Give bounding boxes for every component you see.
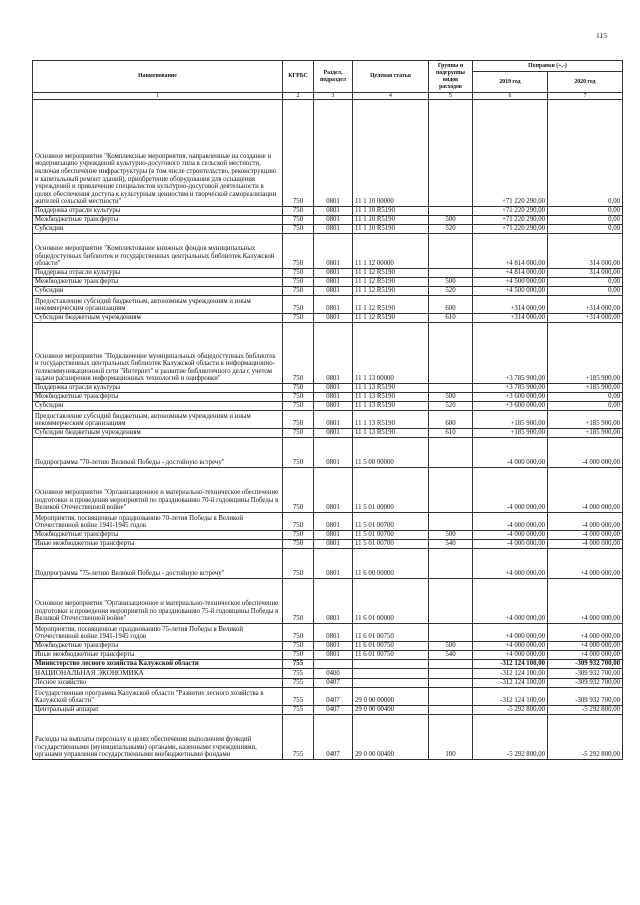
- cell-v2019: +185 900,00: [473, 429, 548, 438]
- cell-v2020: +4 000 000,00: [548, 642, 623, 651]
- cell-name: Субсидии: [33, 402, 283, 411]
- cell-group: [429, 323, 473, 384]
- header-group: Группы и подгруппы видов расходов: [429, 61, 473, 93]
- cell-article: 11 1 12 R5190: [353, 278, 429, 287]
- cell-v2020: -4 000 000,00: [548, 438, 623, 468]
- cell-v2020: 0,00: [548, 100, 623, 207]
- cell-v2020: -309 932 700,00: [548, 688, 623, 706]
- cell-name: Основное мероприятие "Организационное и материально-техническое обеспечение подготовки и проведения мероприятий по празднованию 75-й годовщины Победы в Великой Отечественной войне": [33, 579, 283, 624]
- cell-kgrbs: 750: [283, 531, 314, 540]
- cell-v2020: +4 000 000,00: [548, 624, 623, 642]
- cell-name: Предоставление субсидий бюджетным, автономным учреждениям и иным некоммерческим организациям: [33, 296, 283, 314]
- cell-section: 0801: [314, 651, 353, 660]
- cell-kgrbs: 750: [283, 234, 314, 269]
- table-row: [33, 100, 623, 207]
- cell-section: 0801: [314, 429, 353, 438]
- cell-name: Межбюджетные трансферты: [33, 393, 283, 402]
- cell-name: Межбюджетные трансферты: [33, 642, 283, 651]
- table-body: [33, 100, 623, 760]
- cell-kgrbs: 750: [283, 411, 314, 429]
- cell-v2020: -309 932 700,00: [548, 660, 623, 669]
- cell-v2019: +3 600 000,00: [473, 402, 548, 411]
- cell-article: [353, 660, 429, 669]
- cell-kgrbs: 755: [283, 660, 314, 669]
- cell-v2020: 0,00: [548, 207, 623, 216]
- cell-group: [429, 513, 473, 531]
- cell-v2019: +71 220 290,00: [473, 100, 548, 207]
- cell-section: 0801: [314, 269, 353, 278]
- cell-name: Поддержка отрасли культуры: [33, 207, 283, 216]
- cell-group: [429, 468, 473, 513]
- cell-section: 0407: [314, 706, 353, 715]
- cell-kgrbs: 750: [283, 549, 314, 579]
- table-row: [33, 287, 623, 296]
- cell-article: 11 1 10 R5190: [353, 225, 429, 234]
- cell-v2020: -5 292 800,00: [548, 706, 623, 715]
- cell-v2019: -312 124 100,00: [473, 688, 548, 706]
- cell-group: 520: [429, 225, 473, 234]
- cell-kgrbs: 750: [283, 651, 314, 660]
- header-article: Целевая статья: [353, 61, 429, 93]
- cell-article: 11 1 12 R5190: [353, 314, 429, 323]
- cell-article: 11 1 13 R5190: [353, 411, 429, 429]
- cell-v2020: 0,00: [548, 216, 623, 225]
- cell-article: 11 1 12 R5190: [353, 296, 429, 314]
- cell-article: 29 0 00 00400: [353, 706, 429, 715]
- cell-v2019: -4 000 000,00: [473, 513, 548, 531]
- column-number: 5: [429, 93, 473, 100]
- cell-v2019: +4 000 000,00: [473, 549, 548, 579]
- cell-name: Мероприятия, посвященные празднованию 75-летия Победы в Великой Отечественной войне 1941-1945 годов: [33, 624, 283, 642]
- cell-v2019: +71 220 290,00: [473, 216, 548, 225]
- cell-article: 11 1 10 R5190: [353, 216, 429, 225]
- cell-name: Основное мероприятие "Подключение муниципальных общедоступных библиотек и государственных центральных библиотек Калужской области к информационно-телекоммуникационной сети "Интернет" и развитие библиотечного дела с учетом задачи расширения информационных технологий и оцифровки": [33, 323, 283, 384]
- cell-kgrbs: 750: [283, 513, 314, 531]
- cell-v2019: -5 292 800,00: [473, 715, 548, 760]
- cell-group: 540: [429, 651, 473, 660]
- cell-section: 0801: [314, 411, 353, 429]
- cell-group: 520: [429, 402, 473, 411]
- table-row: [33, 679, 623, 688]
- table-row: [33, 314, 623, 323]
- cell-name: Субсидии: [33, 225, 283, 234]
- cell-v2019: +314 000,00: [473, 296, 548, 314]
- cell-v2019: -312 124 100,00: [473, 669, 548, 679]
- header-section: Раздел, подраздел: [314, 61, 353, 93]
- cell-group: 500: [429, 642, 473, 651]
- table-row: [33, 540, 623, 549]
- cell-kgrbs: 750: [283, 278, 314, 287]
- cell-group: [429, 234, 473, 269]
- cell-group: 500: [429, 393, 473, 402]
- cell-section: 0801: [314, 624, 353, 642]
- cell-section: 0801: [314, 393, 353, 402]
- cell-article: 11 1 12 R5190: [353, 269, 429, 278]
- table-row: [33, 429, 623, 438]
- cell-article: 11 5 00 00000: [353, 438, 429, 468]
- cell-article: 11 5 01 00700: [353, 513, 429, 531]
- cell-kgrbs: 750: [283, 207, 314, 216]
- cell-v2020: -4 000 000,00: [548, 468, 623, 513]
- column-number-row: [33, 93, 623, 100]
- cell-article: 11 1 10 R5190: [353, 207, 429, 216]
- cell-section: 0801: [314, 642, 353, 651]
- table-row: [33, 384, 623, 393]
- cell-v2020: +185 900,00: [548, 384, 623, 393]
- cell-section: 0407: [314, 715, 353, 760]
- cell-article: 29 0 00 00400: [353, 715, 429, 760]
- cell-name: Межбюджетные трансферты: [33, 531, 283, 540]
- cell-v2020: 0,00: [548, 402, 623, 411]
- cell-name: Иные межбюджетные трансферты: [33, 651, 283, 660]
- cell-article: [353, 669, 429, 679]
- cell-article: 11 1 13 R5190: [353, 429, 429, 438]
- table-row: [33, 513, 623, 531]
- cell-kgrbs: 750: [283, 269, 314, 278]
- page-number: 115: [596, 31, 607, 40]
- cell-v2020: +4 000 000,00: [548, 651, 623, 660]
- cell-v2020: 314 000,00: [548, 269, 623, 278]
- table-row: [33, 660, 623, 669]
- cell-group: [429, 100, 473, 207]
- column-number: 1: [33, 93, 283, 100]
- table-row: [33, 669, 623, 679]
- cell-v2019: +4 500 000,00: [473, 287, 548, 296]
- cell-name: Поддержка отрасли культуры: [33, 269, 283, 278]
- cell-article: 11 1 10 00000: [353, 100, 429, 207]
- cell-v2019: +4 814 000,00: [473, 269, 548, 278]
- table-row: [33, 549, 623, 579]
- cell-v2019: +314 000,00: [473, 314, 548, 323]
- cell-v2020: 0,00: [548, 278, 623, 287]
- cell-v2019: +4 814 000,00: [473, 234, 548, 269]
- cell-article: 11 6 01 00750: [353, 624, 429, 642]
- cell-article: 11 1 13 R5190: [353, 402, 429, 411]
- cell-kgrbs: 750: [283, 624, 314, 642]
- cell-group: 500: [429, 531, 473, 540]
- cell-article: 11 5 01 00700: [353, 531, 429, 540]
- cell-group: 600: [429, 296, 473, 314]
- cell-group: [429, 579, 473, 624]
- cell-v2020: +185 900,00: [548, 411, 623, 429]
- cell-section: 0801: [314, 468, 353, 513]
- cell-kgrbs: 750: [283, 100, 314, 207]
- cell-group: 500: [429, 216, 473, 225]
- cell-section: 0801: [314, 531, 353, 540]
- cell-name: Субсидии бюджетным учреждениям: [33, 314, 283, 323]
- header-kgrbs: КГРБС: [283, 61, 314, 93]
- cell-name: Иные межбюджетные трансферты: [33, 540, 283, 549]
- cell-v2019: +185 900,00: [473, 411, 548, 429]
- cell-article: 29 0 00 00000: [353, 688, 429, 706]
- cell-name: Поддержка отрасли культуры: [33, 384, 283, 393]
- cell-kgrbs: 755: [283, 688, 314, 706]
- cell-section: 0407: [314, 688, 353, 706]
- cell-v2019: +3 785 900,00: [473, 323, 548, 384]
- table-row: [33, 269, 623, 278]
- cell-v2019: +4 000 000,00: [473, 624, 548, 642]
- cell-kgrbs: 750: [283, 314, 314, 323]
- table-row: [33, 234, 623, 269]
- cell-v2020: -4 000 000,00: [548, 513, 623, 531]
- cell-name: Субсидии: [33, 287, 283, 296]
- cell-group: [429, 438, 473, 468]
- cell-section: 0801: [314, 216, 353, 225]
- cell-kgrbs: 755: [283, 669, 314, 679]
- cell-group: [429, 384, 473, 393]
- cell-name: Подпрограмма "70-летию Великой Победы - достойную встречу": [33, 438, 283, 468]
- cell-name: Межбюджетные трансферты: [33, 278, 283, 287]
- cell-kgrbs: 750: [283, 393, 314, 402]
- cell-group: [429, 679, 473, 688]
- table-row: [33, 642, 623, 651]
- cell-name: Субсидии бюджетным учреждениям: [33, 429, 283, 438]
- column-number: 6: [473, 93, 548, 100]
- cell-article: 11 6 01 00750: [353, 651, 429, 660]
- header-name: Наименование: [33, 61, 283, 93]
- cell-v2020: +185 900,00: [548, 323, 623, 384]
- header-amendments: Поправки (+,-): [473, 61, 623, 72]
- cell-group: [429, 207, 473, 216]
- cell-kgrbs: 750: [283, 216, 314, 225]
- cell-name: Мероприятия, посвященные празднованию 70-летия Победы в Великой Отечественной войне 1941-1945 годов: [33, 513, 283, 531]
- table-row: [33, 624, 623, 642]
- cell-section: 0801: [314, 438, 353, 468]
- cell-section: 0801: [314, 513, 353, 531]
- cell-group: [429, 549, 473, 579]
- cell-v2020: -309 932 700,00: [548, 669, 623, 679]
- cell-group: 500: [429, 278, 473, 287]
- cell-v2020: +314 000,00: [548, 296, 623, 314]
- cell-section: 0400: [314, 669, 353, 679]
- cell-name: Основное мероприятие "Комплектование книжных фондов муниципальных общедоступных библиотек и государственных центральных библиотек Калужской области": [33, 234, 283, 269]
- table-row: [33, 411, 623, 429]
- cell-v2020: -4 000 000,00: [548, 531, 623, 540]
- cell-section: 0407: [314, 679, 353, 688]
- cell-name: Основное мероприятие "Комплексные мероприятия, направленные на создание и модернизацию учреждений культурно-досугового типа в сельской местности, включая обеспечение инфраструктуры (в том числе строительство, реконструкцию и капитальный ремонт зданий), приобретение оборудования для оснащения учреждений и привлечение специалистов культурно-досуговой деятельности в целях обеспечения доступа к культурным ценностям и творческой самореализации жителей сельской местности": [33, 100, 283, 207]
- cell-v2019: +4 000 000,00: [473, 651, 548, 660]
- cell-kgrbs: 750: [283, 287, 314, 296]
- cell-section: [314, 660, 353, 669]
- cell-kgrbs: 750: [283, 579, 314, 624]
- cell-kgrbs: 750: [283, 468, 314, 513]
- cell-name: Межбюджетные трансферты: [33, 216, 283, 225]
- cell-section: 0801: [314, 540, 353, 549]
- cell-article: 11 6 01 00000: [353, 579, 429, 624]
- cell-article: 11 1 12 00000: [353, 234, 429, 269]
- cell-article: 11 5 01 00000: [353, 468, 429, 513]
- cell-v2020: -4 000 000,00: [548, 540, 623, 549]
- column-number: 4: [353, 93, 429, 100]
- cell-v2020: -5 292 800,00: [548, 715, 623, 760]
- cell-kgrbs: 755: [283, 706, 314, 715]
- cell-v2019: +4 500 000,00: [473, 278, 548, 287]
- table-row: [33, 225, 623, 234]
- cell-kgrbs: 750: [283, 323, 314, 384]
- cell-kgrbs: 750: [283, 384, 314, 393]
- table-row: [33, 579, 623, 624]
- cell-section: 0801: [314, 296, 353, 314]
- cell-v2019: +3 785 900,00: [473, 384, 548, 393]
- cell-name: Расходы на выплаты персоналу в целях обеспечения выполнения функций государственными (муниципальными) органами, казенными учреждениями, органами управления государственными внебюджетными фондами: [33, 715, 283, 760]
- cell-group: [429, 660, 473, 669]
- column-number: 7: [548, 93, 623, 100]
- cell-group: 600: [429, 411, 473, 429]
- cell-group: [429, 624, 473, 642]
- cell-group: [429, 706, 473, 715]
- cell-article: 11 1 13 R5190: [353, 384, 429, 393]
- cell-v2019: +71 220 290,00: [473, 225, 548, 234]
- cell-v2019: +4 000 000,00: [473, 579, 548, 624]
- table-row: [33, 402, 623, 411]
- cell-article: 11 1 13 R5190: [353, 393, 429, 402]
- cell-kgrbs: 755: [283, 679, 314, 688]
- table-row: [33, 393, 623, 402]
- table-row: [33, 216, 623, 225]
- cell-group: 540: [429, 540, 473, 549]
- cell-name: Министерство лесного хозяйства Калужской области: [33, 660, 283, 669]
- cell-section: 0801: [314, 323, 353, 384]
- cell-section: 0801: [314, 384, 353, 393]
- table-row: [33, 706, 623, 715]
- table-row: [33, 531, 623, 540]
- cell-article: 11 1 13 00000: [353, 323, 429, 384]
- cell-name: Подпрограмма "75-летию Великой Победы - достойную встречу": [33, 549, 283, 579]
- cell-v2020: 0,00: [548, 393, 623, 402]
- header-year-2019: 2019 год: [473, 72, 548, 93]
- cell-v2019: +71 220 290,00: [473, 207, 548, 216]
- cell-article: [353, 679, 429, 688]
- cell-v2019: -4 000 000,00: [473, 531, 548, 540]
- cell-v2019: -4 000 000,00: [473, 438, 548, 468]
- cell-kgrbs: 750: [283, 402, 314, 411]
- cell-section: 0801: [314, 402, 353, 411]
- table-row: [33, 438, 623, 468]
- cell-article: 11 5 01 00700: [353, 540, 429, 549]
- cell-v2020: +4 000 000,00: [548, 549, 623, 579]
- cell-article: 11 6 01 00750: [353, 642, 429, 651]
- cell-kgrbs: 750: [283, 225, 314, 234]
- cell-kgrbs: 750: [283, 540, 314, 549]
- table-row: [33, 651, 623, 660]
- table-row: [33, 688, 623, 706]
- cell-group: [429, 669, 473, 679]
- cell-name: Предоставление субсидий бюджетным, автономным учреждениям и иным некоммерческим организациям: [33, 411, 283, 429]
- cell-v2019: +4 000 000,00: [473, 642, 548, 651]
- cell-v2020: 0,00: [548, 225, 623, 234]
- cell-group: 100: [429, 715, 473, 760]
- cell-name: Лесное хозяйство: [33, 679, 283, 688]
- cell-v2019: -312 124 100,00: [473, 660, 548, 669]
- column-number: 3: [314, 93, 353, 100]
- budget-amendments-table: [32, 60, 623, 760]
- cell-v2020: 314 000,00: [548, 234, 623, 269]
- cell-v2020: 0,00: [548, 287, 623, 296]
- cell-name: НАЦИОНАЛЬНАЯ ЭКОНОМИКА: [33, 669, 283, 679]
- column-number: 2: [283, 93, 314, 100]
- cell-group: [429, 269, 473, 278]
- cell-section: 0801: [314, 278, 353, 287]
- cell-v2019: -4 000 000,00: [473, 468, 548, 513]
- cell-kgrbs: 750: [283, 296, 314, 314]
- cell-group: 610: [429, 314, 473, 323]
- cell-v2020: +185 900,00: [548, 429, 623, 438]
- cell-v2020: +314 000,00: [548, 314, 623, 323]
- cell-kgrbs: 750: [283, 642, 314, 651]
- cell-kgrbs: 750: [283, 429, 314, 438]
- cell-section: 0801: [314, 287, 353, 296]
- cell-name: Основное мероприятие "Организационное и материально-техническое обеспечение подготовки и проведения мероприятий по празднованию 70-й годовщины Победы в Великой Отечественной войне": [33, 468, 283, 513]
- table-row: [33, 323, 623, 384]
- cell-name: Государственная программа Калужской области "Развитие лесного хозяйства в Калужской области": [33, 688, 283, 706]
- table-row: [33, 296, 623, 314]
- cell-group: [429, 688, 473, 706]
- cell-group: 610: [429, 429, 473, 438]
- table-row: [33, 468, 623, 513]
- cell-v2020: +4 000 000,00: [548, 579, 623, 624]
- cell-v2020: -309 932 700,00: [548, 679, 623, 688]
- cell-section: 0801: [314, 225, 353, 234]
- cell-group: 520: [429, 287, 473, 296]
- cell-v2019: +3 600 000,00: [473, 393, 548, 402]
- table-row: [33, 207, 623, 216]
- cell-v2019: -4 000 000,00: [473, 540, 548, 549]
- cell-section: 0801: [314, 234, 353, 269]
- cell-kgrbs: 755: [283, 715, 314, 760]
- header-year-2020: 2020 год: [548, 72, 623, 93]
- cell-section: 0801: [314, 579, 353, 624]
- table-row: [33, 715, 623, 760]
- cell-section: 0801: [314, 549, 353, 579]
- cell-v2019: -312 124 100,00: [473, 679, 548, 688]
- cell-article: 11 6 00 00000: [353, 549, 429, 579]
- cell-section: 0801: [314, 314, 353, 323]
- cell-section: 0801: [314, 207, 353, 216]
- cell-kgrbs: 750: [283, 438, 314, 468]
- cell-section: 0801: [314, 100, 353, 207]
- table-row: [33, 278, 623, 287]
- cell-article: 11 1 12 R5190: [353, 287, 429, 296]
- cell-name: Центральный аппарат: [33, 706, 283, 715]
- cell-v2019: -5 292 800,00: [473, 706, 548, 715]
